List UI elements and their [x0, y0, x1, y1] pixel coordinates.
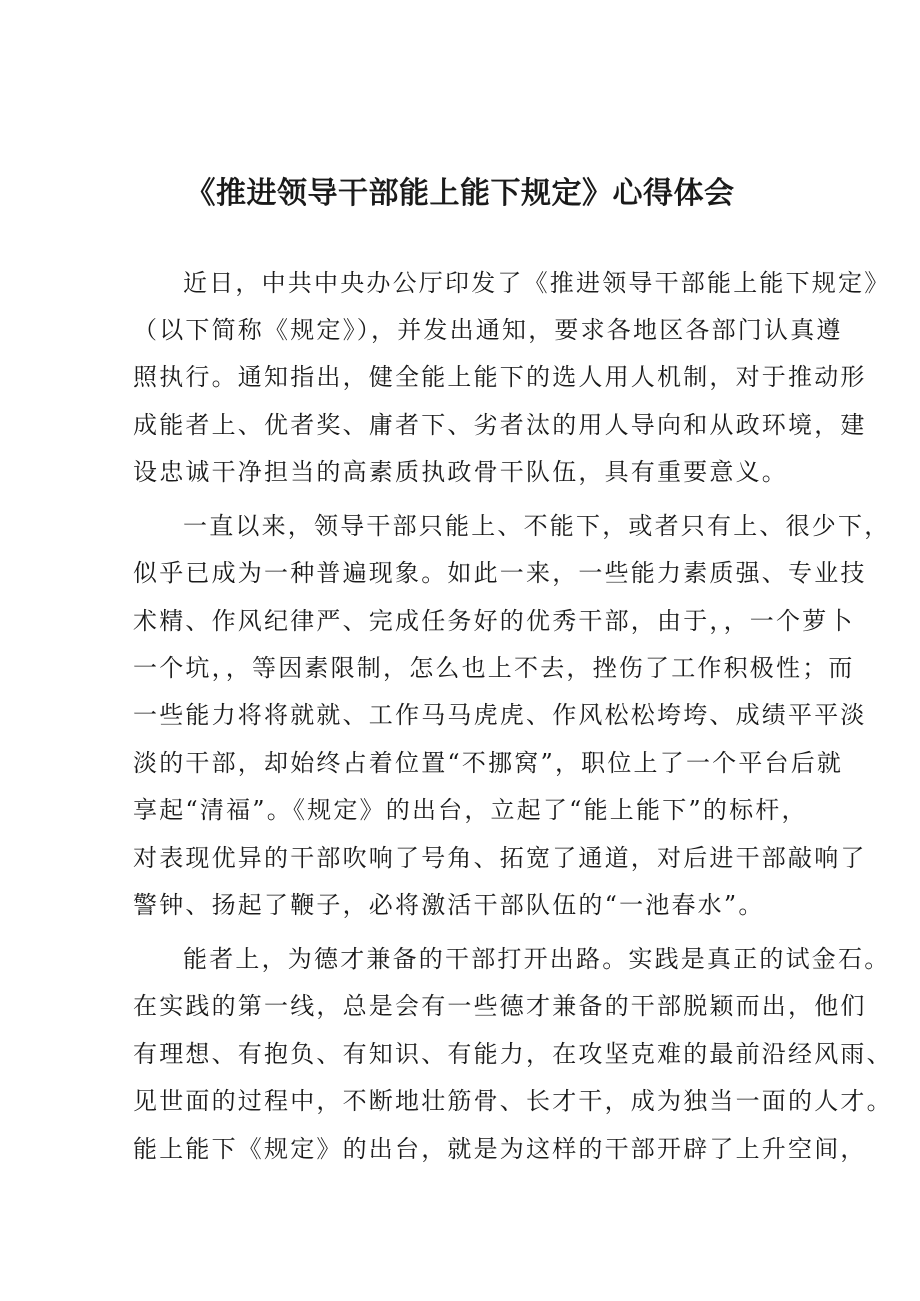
- paragraph-1-line-3: 照执行。通知指出，健全能上能下的选人用人机制，对于推动形: [133, 363, 867, 391]
- paragraph-1-line-2: （以下简称《规定》），并发出通知，要求各地区各部门认真遵: [133, 316, 843, 344]
- paragraph-1-line-5: 设忠诚干净担当的高素质执政骨干队伍，具有重要意义。: [133, 458, 788, 486]
- paragraph-2-line-6: 淡的干部，却始终占着位置“不挪窝”，职位上了一个平台后就: [133, 749, 844, 777]
- paragraph-2-line-3: 术精、作风纪律严、完成任务好的优秀干部，由于，，一个萝卜: [133, 607, 855, 635]
- paragraph-2-line-7: 享起“清福”。《规定》的出台，立起了“能上能下”的标杆，: [133, 796, 808, 824]
- paragraph-2-line-9: 警钟、扬起了鞭子，必将激活干部队伍的“一池春水”。: [133, 891, 765, 919]
- paragraph-2-line-4: 一个坑，，等因素限制，怎么也上不去，挫伤了工作积极性；而: [133, 654, 855, 682]
- paragraph-3-line-5: 能上能下《规定》的出台，就是为这样的干部开辟了上升空间，: [133, 1135, 867, 1163]
- paragraph-2-line-2: 似乎已成为一种普遍现象。如此一来，一些能力素质强、专业技: [133, 559, 867, 587]
- paragraph-3-line-1: 能者上，为德才兼备的干部打开出路。实践是真正的试金石。: [183, 945, 891, 973]
- paragraph-3-line-3: 有理想、有抱负、有知识、有能力，在攻坚克难的最前沿经风雨、: [133, 1040, 893, 1068]
- paragraph-3-line-2: 在实践的第一线，总是会有一些德才兼备的干部脱颖而出，他们: [133, 992, 867, 1020]
- paragraph-1-line-4: 成能者上、优者奖、庸者下、劣者汰的用人导向和从政环境，建: [133, 411, 867, 439]
- paragraph-1-line-1: 近日，中共中央办公厅印发了《推进领导干部能上能下规定》: [183, 269, 891, 297]
- paragraph-2-line-5: 一些能力将将就就、工作马马虎虎、作风松松垮垮、成绩平平淡: [133, 701, 867, 729]
- paragraph-2-line-8: 对表现优异的干部吹响了号角、拓宽了通道，对后进干部敲响了: [133, 844, 867, 872]
- paragraph-3-line-4: 见世面的过程中，不断地壮筋骨、长才干，成为独当一面的人才。: [133, 1087, 893, 1115]
- document-title: 《推进领导干部能上能下规定》心得体会: [185, 176, 735, 211]
- paragraph-2-line-1: 一直以来，领导干部只能上、不能下，或者只有上、很少下，: [183, 512, 891, 540]
